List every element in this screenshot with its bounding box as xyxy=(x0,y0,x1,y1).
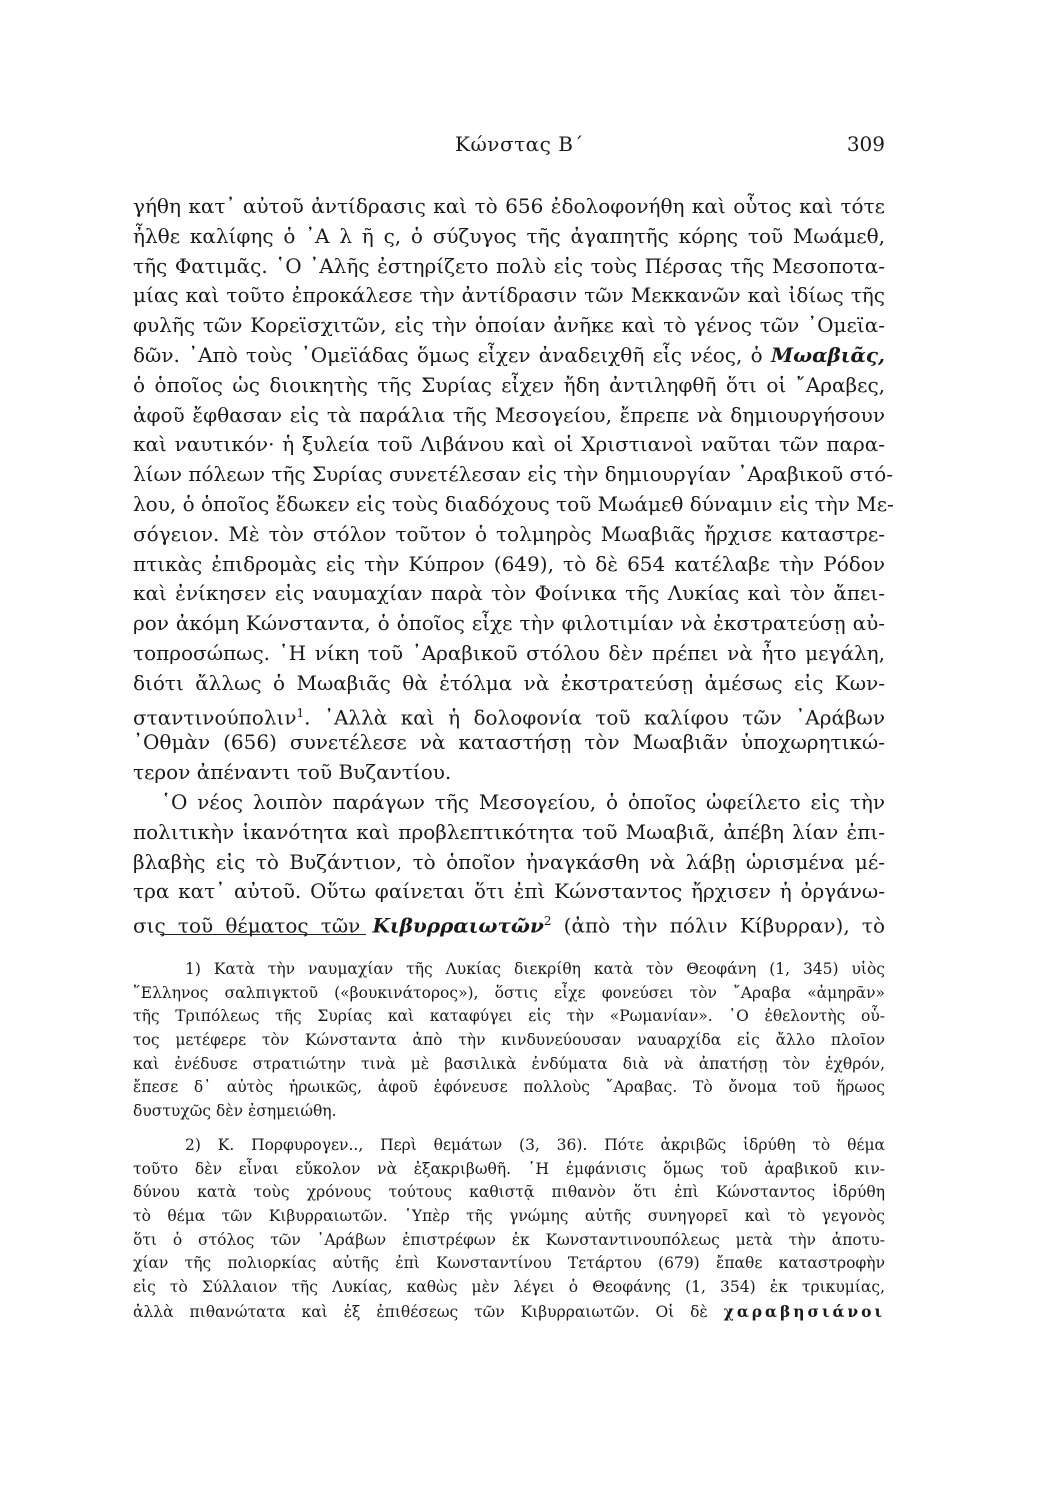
text-line: καὶ ναυτικόν· ἡ ξυλεία τοῦ Λιβάνου καὶ οἱ Χριστιανοὶ ναῦται τῶν παρα- xyxy=(133,432,885,457)
text-line: βλαβὴς εἰς τὸ Βυζάντιον, τὸ ὁποῖον ἠναγκάσθη νὰ λάβῃ ὡρισμένα μέ- xyxy=(133,849,885,874)
main-text xyxy=(133,192,894,938)
footnote-line: δυστυχῶς δὲν ἐσημειώθη. xyxy=(133,1102,337,1121)
footnote-line: ὅτι ὁ στόλος τῶν ᾽Αράβων ἐπιστρέφων ἐκ Κωνσταντινουπόλεως μετὰ τὴν ἀποτυ- xyxy=(133,1230,885,1249)
text-segment: δῶν. ᾽Απὸ τοὺς ᾽Ομεϊάδας ὅμως εἶχεν ἀναδειχθῆ εἷς νέος, ὁ xyxy=(133,342,763,367)
text-line: λίων πόλεων τῆς Συρίας συνετέλεσαν εἰς τὴν δημιουργίαν ᾽Αραβικοῦ στό- xyxy=(133,462,894,487)
footnote-marker: 2 xyxy=(543,914,552,929)
text-line: πολιτικὴν ἱκανότητα καὶ προβλεπτικότητα τοῦ Μωαβιᾶ, ἀπέβη λίαν ἐπι- xyxy=(133,819,885,844)
text-line: ᾽Οθμὰν (656) συνετέλεσε νὰ καταστήσῃ τὸν Μωαβιᾶν ὑποχωρητικώ- xyxy=(133,730,885,755)
footnote-marker: 1 xyxy=(296,705,305,720)
text-line: μίας καὶ τοῦτο ἐπροκάλεσε τὴν ἀντίδρασιν τῶν Μεκκανῶν καὶ ἰδίως τῆς xyxy=(133,283,885,308)
text-line: ἦλθε καλίφης ὁ ᾽Α λ ῆ ς, ὁ σύζυγος τῆς ἀγαπητῆς κόρης τοῦ Μωάμεθ, xyxy=(133,223,885,248)
text-segment: σταντινούπολιν xyxy=(133,705,297,730)
footnotes xyxy=(133,958,885,1323)
text-line: γήθη κατ᾽ αὐτοῦ ἀντίδρασις καὶ τὸ 656 ἐδολοφονήθη καὶ οὗτος καὶ τότε xyxy=(133,194,885,218)
footnote-line: τος μετέφερε τὸν Κώνσταντα ἀπὸ τὴν κινδυνεύουσαν ναυαρχίδα εἰς ἄλλο πλοῖον xyxy=(133,1031,885,1050)
footnote-gap xyxy=(133,1124,885,1134)
footnote-line: τοῦτο δὲν εἶναι εὔκολον νὰ ἐξακριβωθῆ. ῾Η ἐμφάνισις ὅμως τοῦ ἀραβικοῦ κιν- xyxy=(133,1159,885,1178)
text-line: ἀφοῦ ἔφθασαν εἰς τὰ παράλια τῆς Μεσογείου, ἔπρεπε νὰ δημιουργήσουν xyxy=(133,402,885,427)
text-line: λου, ὁ ὁποῖος ἔδωκεν εἰς τοὺς διαδόχους τοῦ Μωάμεθ δύναμιν εἰς τὴν Με- xyxy=(133,491,894,516)
text-segment: (ἀπὸ τὴν πόλιν Κίβυρραν), τὸ xyxy=(563,913,885,938)
text-line: καὶ ἐνίκησεν εἰς ναυμαχίαν παρὰ τὸν Φοίνικα τῆς Λυκίας καὶ τὸν ἄπει- xyxy=(133,581,885,606)
text-line xyxy=(133,341,885,371)
text-segment: σις τοῦ θέματος τῶν xyxy=(133,913,361,938)
text-line: φυλῆς τῶν Κορεϊσχιτῶν, εἰς τὴν ὁποίαν ἀνῆκε καὶ τὸ γένος τῶν ᾽Ομεϊα- xyxy=(133,313,885,338)
text-line: σόγειον. Μὲ τὸν στόλον τοῦτον ὁ τολμηρὸς Μωαβιᾶς ἤρχισε καταστρε- xyxy=(133,521,885,546)
text-line: τερον ἀπέναντι τοῦ Βυζαντίου. xyxy=(133,760,452,785)
text-line xyxy=(133,699,885,729)
footnote-line: καὶ ἐνέδυσε στρατιώτην τινὰ μὲ βασιλικὰ ἐνδύματα διὰ νὰ ἀπατήσῃ τὸν ἐχθρόν, xyxy=(133,1054,885,1073)
text-line: διότι ἄλλως ὁ Μωαβιᾶς θὰ ἐτόλμα νὰ ἐκστρατεύσῃ ἀμέσως εἰς Κων- xyxy=(133,670,885,695)
text-line: πτικὰς ἐπιδρομὰς εἰς τὴν Κύπρον (649), τὸ δὲ 654 κατέλαβε τὴν Ρόδον xyxy=(133,551,885,576)
text-line: τοπροσώπως. ῾Η νίκη τοῦ ᾽Αραβικοῦ στόλου δὲν πρέπει νὰ ἦτο μεγάλη, xyxy=(133,640,885,665)
running-header-title: Κώνστας Β΄ xyxy=(455,132,584,156)
footnote-divider xyxy=(160,934,366,935)
emphasized-name: Μωαβιᾶς, xyxy=(770,342,885,367)
text-line: ρον ἀκόμη Κώνσταντα, ὁ ὁποῖος εἶχε τὴν φιλοτιμίαν νὰ ἐκστρατεύσῃ αὐ- xyxy=(133,611,885,636)
text-segment: . ᾽Αλλὰ καὶ ἡ δολοφονία τοῦ καλίφου τῶν ᾽Αράβων xyxy=(304,705,885,730)
text-line: ῾Ο νέος λοιπὸν παράγων τῆς Μεσογείου, ὁ ὁποῖος ὠφείλετο εἰς τὴν xyxy=(161,789,885,814)
footnote-line: τὸ θέμα τῶν Κιβυρραιωτῶν. ῾Υπὲρ τῆς γνώμης αὐτῆς συνηγορεῖ καὶ τὸ γεγονὸς xyxy=(133,1206,885,1225)
spaced-term: χαραβησιάνοι xyxy=(723,1301,885,1321)
text-line: ὁ ὁποῖος ὡς διοικητὴς τῆς Συρίας εἶχεν ἤδη ἀντιληφθῆ ὅτι οἱ ῎Αραβες, xyxy=(133,372,885,397)
footnote-line: 2) Κ. Πορφυρογεν.., Περὶ θεμάτων (3, 36). Πότε ἀκριβῶς ἱδρύθη τὸ θέμα xyxy=(185,1135,885,1154)
footnote-line: δύνου κατὰ τοὺς χρόνους τούτους καθιστᾷ πιθανὸν ὅτι ἐπὶ Κώνσταντος ἱδρύθη xyxy=(133,1183,885,1202)
text-line xyxy=(133,907,885,937)
footnote-line: εἰς τὸ Σύλλαιον τῆς Λυκίας, καθὼς μὲν λέγει ὁ Θεοφάνης (1, 354) ἐκ τρικυμίας, xyxy=(133,1277,885,1296)
text-line: τρα κατ᾽ αὐτοῦ. Οὕτω φαίνεται ὅτι ἐπὶ Κώνσταντος ἤρχισεν ἡ ὀργάνω- xyxy=(133,879,885,904)
footnote-line: ἔπεσε δ᾽ αὐτὸς ἡρωικῶς, ἀφοῦ ἐφόνευσε πολλοὺς ῎Αραβας. Τὸ ὄνομα τοῦ ἥρωος xyxy=(133,1078,885,1097)
footnote-line: χίαν τῆς πολιορκίας αὐτῆς ἐπὶ Κωνσταντίνου Τετάρτου (679) ἔπαθε καταστροφὴν xyxy=(133,1254,885,1273)
emphasized-name: Κιβυρραιωτῶν xyxy=(372,913,544,938)
footnote-line xyxy=(133,1300,885,1324)
footnote-line: τῆς Τριπόλεως τῆς Συρίας καὶ καταφύγει εἰς τὴν «Ρωμανίαν». ῾Ο ἐθελοντὴς οὗ- xyxy=(133,1007,885,1026)
text-line: τῆς Φατιμᾶς. ῾Ο ᾽Αλῆς ἐστηρίζετο πολὺ εἰς τοὺς Πέρσας τῆς Μεσοποτα- xyxy=(133,253,885,278)
footnote-line: 1) Κατὰ τὴν ναυμαχίαν τῆς Λυκίας διεκρίθη κατὰ τὸν Θεοφάνη (1, 345) υἱὸς xyxy=(185,960,885,978)
page-number: 309 xyxy=(846,132,885,156)
footnote-line: ῞Ελληνος σαλπιγκτοῦ («βουκινάτορος»), ὅστις εἶχε φονεύσει τὸν ῎Αραβα «ἀμηρᾶν» xyxy=(133,983,885,1002)
text-segment: ἀλλὰ πιθανώτατα καὶ ἐξ ἐπιθέσεως τῶν Κιβυρραιωτῶν. Οἱ δὲ xyxy=(133,1302,708,1321)
